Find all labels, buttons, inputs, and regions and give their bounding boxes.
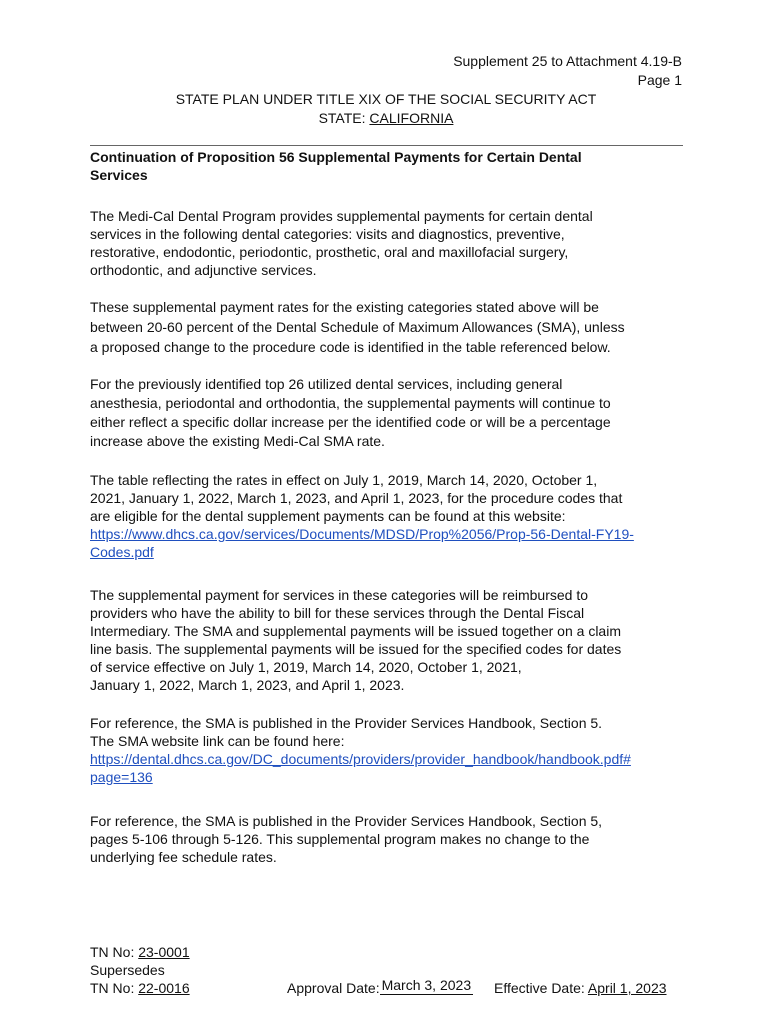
tn-value: 22-0016 xyxy=(138,980,190,996)
text-line: either reflect a specific dollar increase per the identified code or will be a percentage xyxy=(90,414,611,430)
text-line: January 1, 2022, March 1, 2023, and April 1, 2023. xyxy=(90,677,405,693)
text-line: Intermediary. The SMA and supplemental payments will be issued together on a claim xyxy=(90,623,621,639)
text-line: a proposed change to the procedure code is identified in the table referenced below. xyxy=(90,339,611,355)
text-line: services in the following dental categories: visits and diagnostics, preventive, xyxy=(90,226,565,242)
paragraph-2 xyxy=(90,297,682,357)
page-number: Page 1 xyxy=(637,72,682,88)
title-line: Services xyxy=(90,167,148,183)
text-line: The supplemental payment for services in these categories will be reimbursed to xyxy=(90,587,589,603)
text-line: pages 5-106 through 5-126. This supplemental program makes no change to the xyxy=(90,831,590,847)
text-line: The SMA website link can be found here: xyxy=(90,733,345,749)
header-divider xyxy=(90,145,683,146)
text-line: between 20-60 percent of the Dental Schedule of Maximum Allowances (SMA), unless xyxy=(90,319,625,335)
text-line: underlying fee schedule rates. xyxy=(90,849,277,865)
approval-label: Approval Date: xyxy=(287,980,380,996)
paragraph-6 xyxy=(90,714,682,786)
approval-date xyxy=(287,979,479,998)
text-line: anesthesia, periodontal and orthodontia, the supplemental payments will continue to xyxy=(90,395,611,411)
text-line: increase above the existing Medi-Cal SMA rate. xyxy=(90,433,385,449)
tn-number xyxy=(90,943,190,961)
effective-value: April 1, 2023 xyxy=(587,980,667,996)
text-line: restorative, endodontic, periodontic, prosthetic, oral and maxillofacial surgery, xyxy=(90,244,569,260)
document-title xyxy=(90,148,682,184)
text-line: For the previously identified top 26 utilized dental services, including general xyxy=(90,376,563,392)
text-line: For reference, the SMA is published in the Provider Services Handbook, Section 5. xyxy=(90,715,603,731)
paragraph-5 xyxy=(90,586,682,694)
state-line xyxy=(90,109,682,127)
text-line: line basis. The supplemental payments will be issued for the specified codes for dates xyxy=(90,641,622,657)
tn-label: TN No: xyxy=(90,944,139,960)
state-label: STATE: xyxy=(318,110,370,126)
paragraph-7 xyxy=(90,812,682,866)
supplement-reference: Supplement 25 to Attachment 4.19-B xyxy=(453,53,682,69)
tn-label: TN No: xyxy=(90,980,139,996)
state-plan-title: STATE PLAN UNDER TITLE XIX OF THE SOCIAL SECURITY ACT xyxy=(175,91,597,107)
text-line: of service effective on July 1, 2019, March 14, 2020, October 1, 2021, xyxy=(90,659,522,675)
effective-label: Effective Date: xyxy=(494,980,588,996)
superseded-tn-number xyxy=(90,979,190,997)
text-line: 2021, January 1, 2022, March 1, 2023, and April 1, 2023, for the procedure codes that xyxy=(90,490,623,506)
sma-handbook-link[interactable]: page=136 xyxy=(90,769,153,785)
text-line: are eligible for the dental supplement payments can be found at this website: xyxy=(90,508,566,524)
title-line: Continuation of Proposition 56 Supplemental Payments for Certain Dental xyxy=(90,149,582,165)
paragraph-3 xyxy=(90,375,682,451)
text-line: The table reflecting the rates in effect on July 1, 2019, March 14, 2020, October 1, xyxy=(90,472,598,488)
text-line: For reference, the SMA is published in the Provider Services Handbook, Section 5, xyxy=(90,813,603,829)
state-value: CALIFORNIA xyxy=(369,110,454,126)
effective-date xyxy=(494,979,667,997)
approval-value: March 3, 2023 xyxy=(381,977,472,993)
text-line: These supplemental payment rates for the existing categories stated above will be xyxy=(90,299,599,315)
text-line: The Medi-Cal Dental Program provides supplemental payments for certain dental xyxy=(90,208,593,224)
paragraph-1 xyxy=(90,207,682,279)
prop56-codes-link[interactable]: https://www.dhcs.ca.gov/services/Documents/MDSD/Prop%2056/Prop-56-Dental-FY19- xyxy=(90,526,634,542)
text-line: providers who have the ability to bill for these services through the Dental Fiscal xyxy=(90,605,585,621)
sma-handbook-link[interactable]: https://dental.dhcs.ca.gov/DC_documents/providers/provider_handbook/handbook.pdf# xyxy=(90,751,631,767)
paragraph-4 xyxy=(90,471,682,561)
text-line: orthodontic, and adjunctive services. xyxy=(90,262,317,278)
supersedes-label: Supersedes xyxy=(90,962,165,978)
prop56-codes-link[interactable]: Codes.pdf xyxy=(90,544,154,560)
tn-value: 23-0001 xyxy=(138,944,190,960)
